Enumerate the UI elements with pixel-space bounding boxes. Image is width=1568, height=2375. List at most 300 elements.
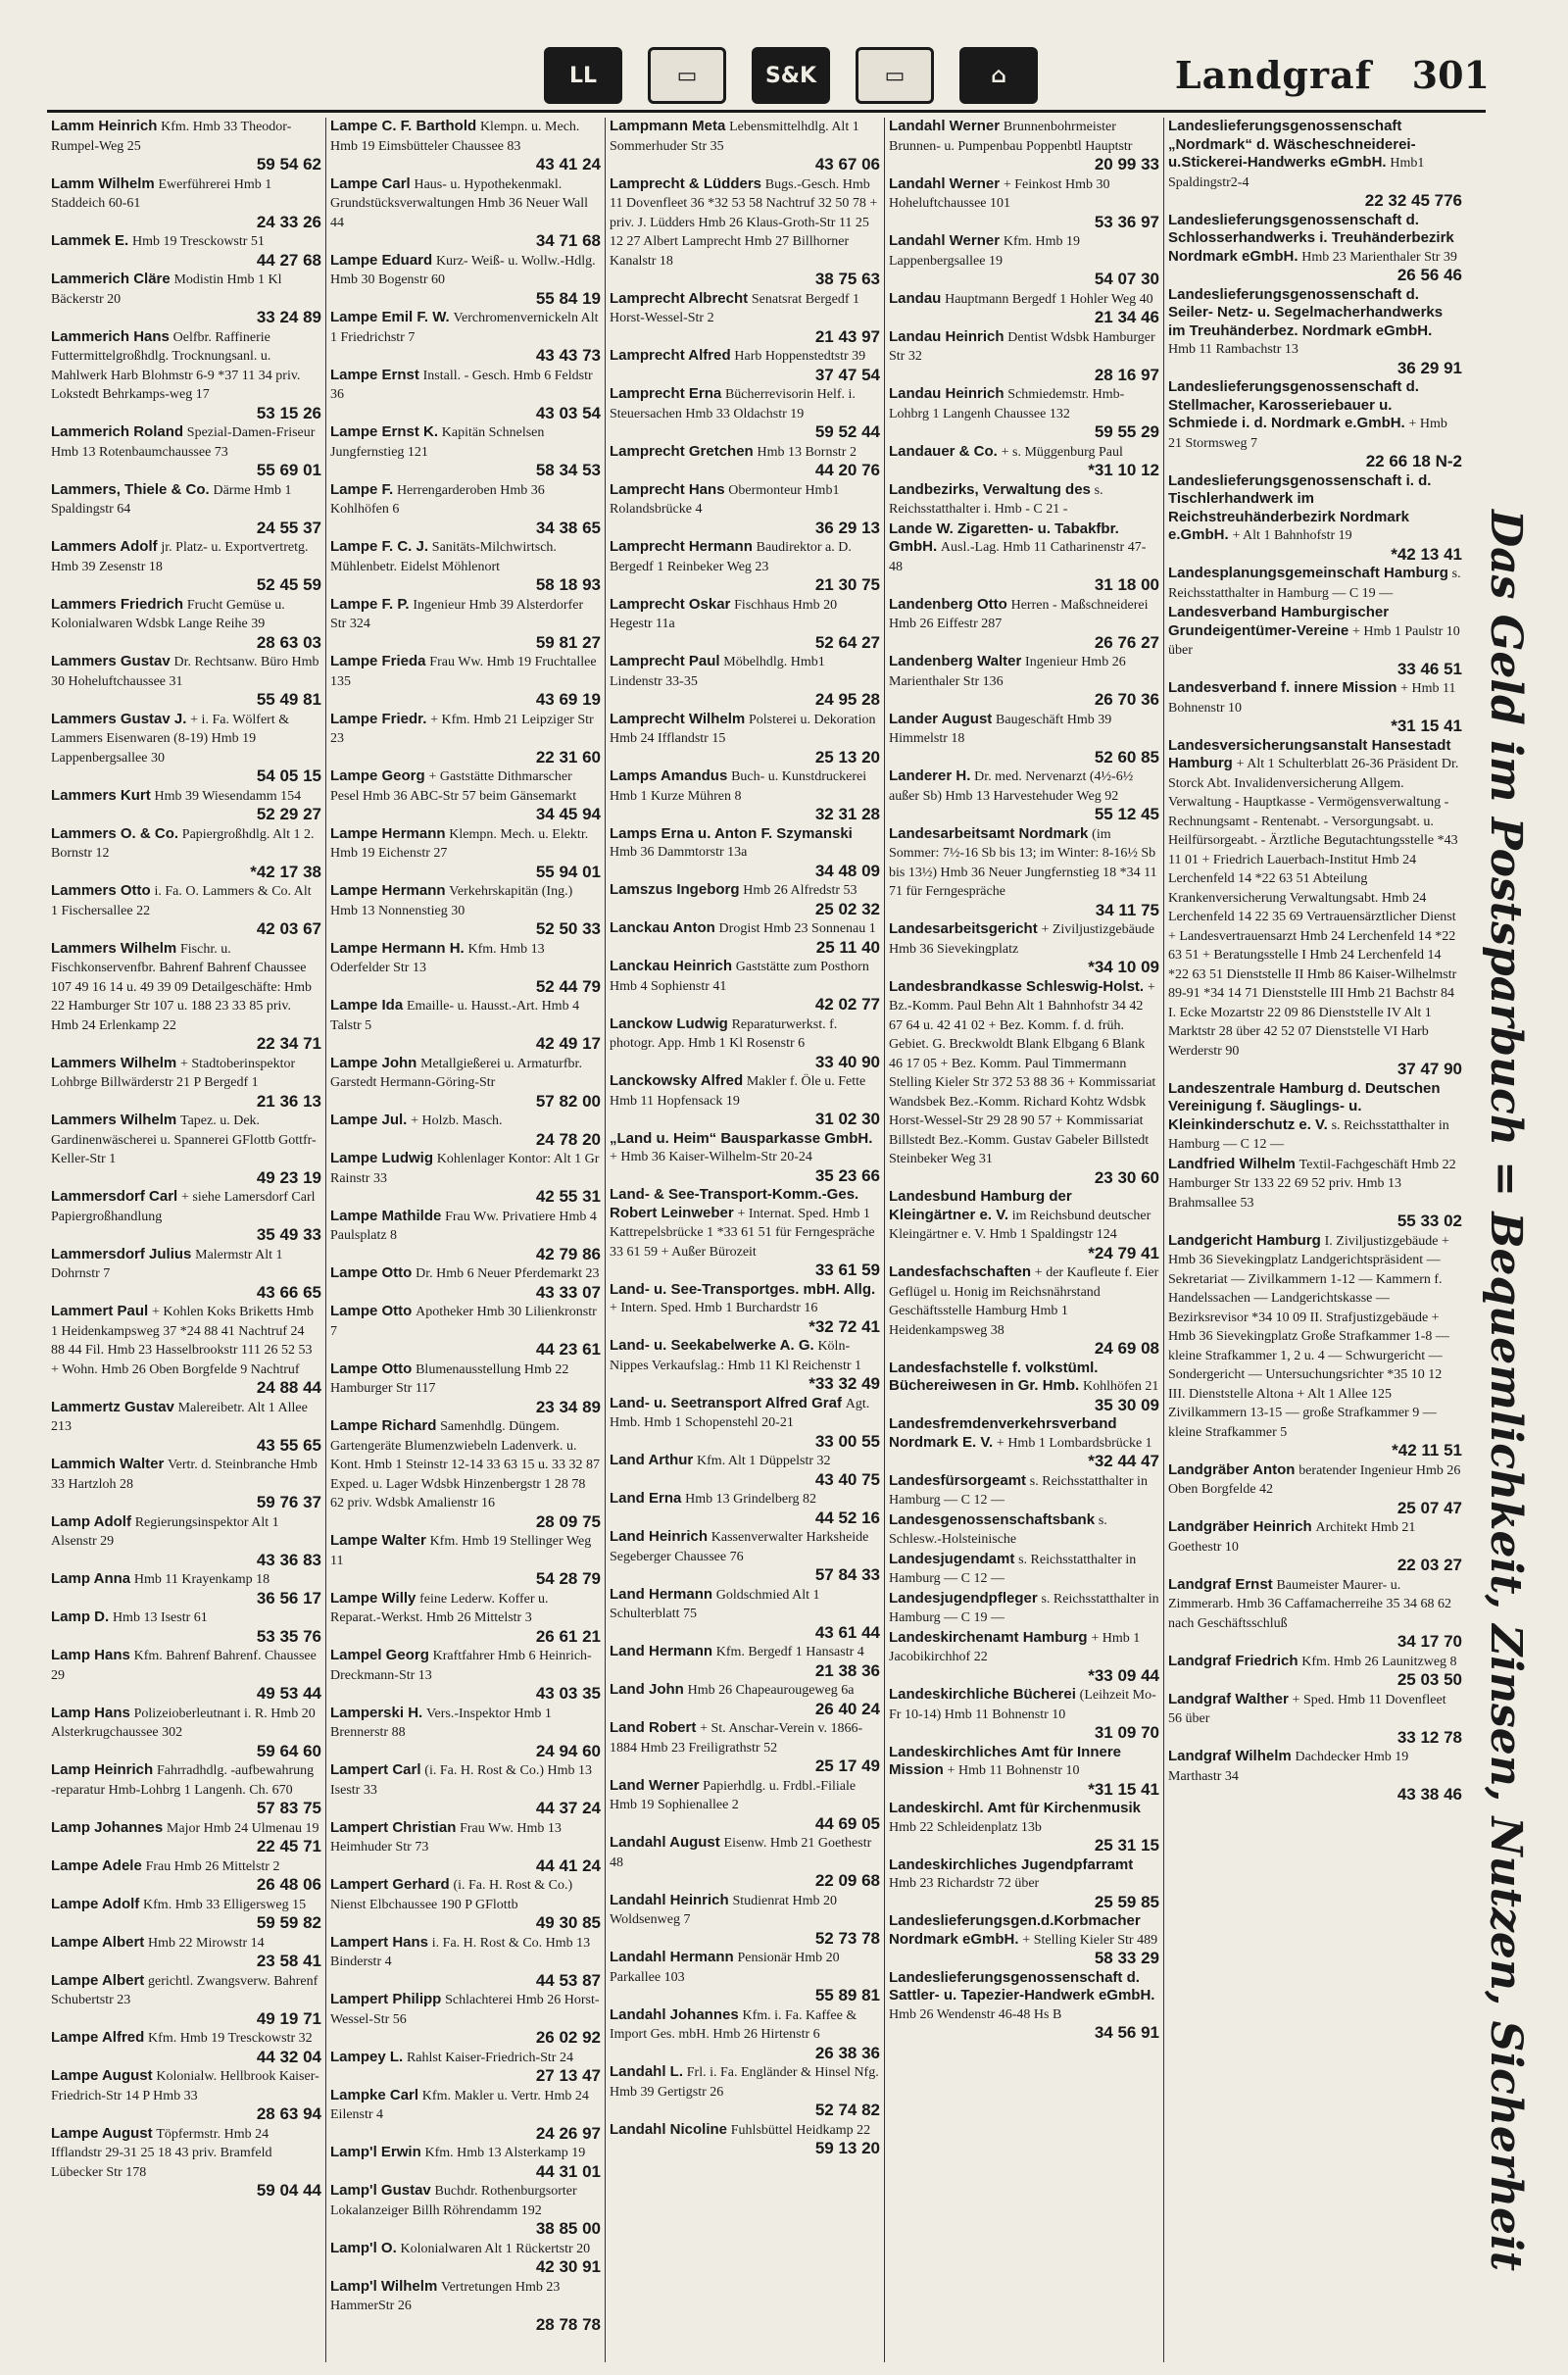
entry-phone: 43 69 19 (535, 690, 601, 709)
entry-phone: 33 61 59 (814, 1261, 880, 1279)
entry-details: + Hmb 11 Bohnenstr 10 (1168, 681, 1456, 716)
entry-phone: 43 36 83 (256, 1550, 321, 1569)
entry-phone: 52 64 27 (814, 632, 880, 652)
entry-details: + Intern. Sped. Hmb 1 Burchardstr 16 (610, 1301, 818, 1315)
entry-phone: 59 64 60 (256, 1741, 321, 1760)
entry-phone: 24 78 20 (535, 1129, 601, 1149)
entry-name: Lampe August (51, 2124, 153, 2142)
entry-details: + Alt 1 Bahnhofstr 19 (1232, 528, 1352, 543)
directory-columns (47, 118, 1490, 2362)
entry-phone: *42 11 51 (1392, 1441, 1462, 1460)
entry-phone: 26 48 06 (256, 1875, 321, 1894)
entry-name: Landbezirks, Verwaltung des (889, 480, 1091, 498)
entry-phone: 42 03 67 (256, 919, 321, 938)
directory-entry (1168, 1080, 1462, 1155)
page-header (39, 39, 1490, 108)
entry-phone: 25 17 49 (814, 1757, 880, 1775)
column-5 (1164, 118, 1466, 2362)
entry-details: Polsterei u. Dekoration Hmb 24 Ifflandstr 15 (610, 712, 876, 746)
entry-details: Studienrat Hmb 20 Woldsenweg 7 (610, 1893, 837, 1927)
entry-details: Dachdecker Hmb 19 Marthastr 34 (1168, 1750, 1409, 1784)
entry-details: Emaille- u. Hausst.-Art. Hmb 4 Talstr 5 (330, 999, 580, 1033)
entry-phone: 25 02 32 (814, 899, 880, 918)
entry-name: Landau Heinrich (889, 385, 1004, 402)
entry-details: s. Reichsstatthalter in Hamburg — C 12 — (889, 1473, 1148, 1508)
directory-entry (51, 1705, 321, 1761)
entry-details: im Reichsbund deutscher Kleingärtner e. V. Hmb 1 Spaldingstr 124 (889, 1208, 1152, 1242)
directory-entry (51, 175, 321, 232)
entry-name: Lammers Kurt (51, 786, 151, 804)
entry-phone: 49 23 19 (256, 1167, 321, 1187)
entry-phone: *31 15 41 (1088, 1779, 1159, 1799)
directory-entry (610, 711, 880, 767)
page-number: 301 (1411, 53, 1490, 97)
entry-details: Frau Hmb 26 Mittelstr 2 (145, 1858, 280, 1874)
entry-name: Lampert Gerhard (330, 1876, 450, 1893)
directory-entry (610, 2121, 880, 2158)
entry-name: Lampe Carl (330, 174, 411, 192)
entry-name: Lamps Amandus (610, 767, 728, 784)
entry-name: Lampe Ernst K. (330, 423, 439, 440)
entry-name: Landesfachschaften (889, 1263, 1032, 1280)
entry-name: Lanckowsky Alfred (610, 1072, 744, 1089)
entry-details: Polizeioberleutnant i. R. Hmb 20 Alsterkrugchaussee 302 (51, 1706, 316, 1740)
entry-details: s. Reichsstatthalter in Hamburg — C 12 — (1168, 1117, 1449, 1152)
directory-entry (889, 1472, 1159, 1510)
entry-phone: 54 05 15 (256, 767, 321, 785)
directory-entry (330, 767, 601, 824)
directory-entry (610, 1528, 880, 1585)
entry-details: Kfm. Hmb 19 Lappenbergsallee 19 (889, 234, 1081, 269)
entry-details: Ausl.-Lag. Hmb 11 Catharinenstr 47-48 (889, 540, 1147, 574)
entry-details: Hmb 23 Richardstr 72 über (889, 1876, 1040, 1891)
entry-name: Landahl August (610, 1834, 720, 1851)
entry-phone: 22 45 71 (256, 1837, 321, 1855)
directory-entry (330, 2240, 601, 2277)
advert-logo: LL (544, 47, 622, 104)
entry-phone: *33 09 44 (1088, 1665, 1159, 1685)
entry-name: Lammers, Thiele & Co. (51, 480, 210, 498)
entry-details: Senatsrat Bergedf 1 Horst-Wessel-Str 2 (610, 291, 860, 325)
directory-entry (51, 825, 321, 882)
entry-name: Lampe Richard (330, 1417, 437, 1434)
directory-entry (51, 1819, 321, 1856)
entry-details: s. Reichsstatthalter i. Hmb - C 21 - (889, 482, 1103, 517)
entry-name: Lammersdorf Julius (51, 1245, 192, 1262)
entry-name: Landeslieferungsgenossenschaft d. Schlosserhandwerks i. Treuhänderbezirk Nordmark eGmbH. (1168, 211, 1454, 265)
entry-details: Buchdr. Rothenburgsorter Lokalanzeiger Billh Röhrendamm 192 (330, 2184, 577, 2218)
entry-phone: 26 76 27 (1094, 632, 1159, 652)
directory-entry (330, 2144, 601, 2181)
directory-entry (610, 1130, 880, 1186)
entry-details: + Gaststätte Dithmarscher Pesel Hmb 36 ABC-Str 57 beim Gänsemarkt (330, 769, 577, 804)
entry-phone: 55 94 01 (535, 862, 601, 881)
entry-phone: 25 07 47 (1396, 1498, 1462, 1517)
entry-name: Landahl Werner (889, 174, 1001, 192)
entry-phone: 44 52 16 (814, 1508, 880, 1527)
entry-details: Dr. Hmb 6 Neuer Pferdemarkt 23 (416, 1266, 600, 1281)
entry-name: Landesplanungsgemeinschaft Hamburg (1168, 565, 1448, 581)
directory-entry (330, 309, 601, 366)
entry-details: + der Kaufleute f. Eier Geflügel u. Honig im Reichsnährstand Geschäftsstelle Hamburg Hmb 1 Heidenkampsweg 38 (889, 1265, 1159, 1338)
entry-phone: 22 31 60 (535, 747, 601, 767)
directory-entry (889, 1800, 1159, 1855)
entry-details: (Leihzeit Mo-Fr 10-14) Hmb 11 Bohnenstr 10 (889, 1688, 1156, 1722)
entry-name: Lamp Hans (51, 1704, 130, 1721)
entry-phone: *31 15 41 (1391, 717, 1462, 735)
directory-entry (889, 1590, 1159, 1628)
directory-entry (51, 1972, 321, 2029)
entry-name: Lammers Wilhelm (51, 939, 177, 957)
directory-entry (889, 596, 1159, 653)
entry-phone: 43 03 35 (535, 1684, 601, 1703)
entry-phone: 44 53 87 (535, 1970, 601, 1990)
entry-phone: 28 09 75 (535, 1511, 601, 1531)
directory-entry (889, 1551, 1159, 1589)
entry-phone: 36 29 91 (1396, 358, 1462, 377)
entry-name: Lamprecht Alfred (610, 347, 731, 364)
directory-entry (51, 1112, 321, 1187)
entry-details: Verkehrskapitän (Ing.) Hmb 13 Nonnenstieg 30 (330, 884, 573, 918)
entry-name: Landenberg Otto (889, 595, 1007, 613)
entry-details: Vertretungen Hmb 23 HammerStr 26 (330, 2279, 561, 2313)
directory-entry (330, 653, 601, 710)
entry-details: Kfm. Hmb 33 Elligersweg 15 (143, 1897, 307, 1912)
directory-entry (330, 882, 601, 939)
entry-details: Kfm. Hmb 19 Tresckowstr 32 (148, 2031, 313, 2046)
entry-details: Kolonialw. Hellbrook Kaiser-Friedrich-Str 14 P Hmb 33 (51, 2069, 319, 2103)
entry-phone: 26 61 21 (535, 1626, 601, 1646)
entry-details: (i. Fa. H. Rost & Co.) Nienst Elbchaussee 190 P GFlottb (330, 1878, 573, 1912)
entry-name: Lampert Hans (330, 1933, 429, 1951)
entry-name: Lammertz Gustav (51, 1398, 174, 1415)
entry-name: Lampert Carl (330, 1761, 421, 1778)
directory-entry (330, 1819, 601, 1876)
entry-details: Därme Hmb 1 Spaldingstr 64 (51, 482, 292, 517)
entry-name: Lanckow Ludwig (610, 1014, 728, 1032)
entry-phone: 24 88 44 (256, 1378, 321, 1397)
entry-details: + Hmb 1 Lombardsbrücke 1 (996, 1435, 1152, 1451)
entry-phone: 23 30 60 (1094, 1167, 1159, 1187)
entry-phone: 26 40 24 (814, 1699, 880, 1718)
entry-phone: 24 33 26 (256, 212, 321, 231)
entry-name: Lamprecht & Lüdders (610, 174, 762, 192)
advert-logo: ⌂ (959, 47, 1038, 104)
entry-details: Hmb 26 Wendenstr 46-48 Hs B (889, 2006, 1062, 2022)
entry-details: i. Fa. O. Lammers & Co. Alt 1 Fischersallee 22 (51, 884, 312, 918)
directory-entry (610, 2006, 880, 2063)
entry-details: beratender Ingenieur Hmb 26 Oben Borgfelde 42 (1168, 1462, 1461, 1497)
entry-phone: 20 99 33 (1094, 155, 1159, 173)
entry-name: Lamperski H. (330, 1704, 423, 1721)
directory-entry (889, 1511, 1159, 1550)
entry-details: + Alt 1 Schulterblatt 26-36 Präsident Dr. Storck Abt. Invalidenversicherung Allgem. Verwaltung - Hauptkasse - Vermögensverwaltung - Rechnungsamt - Rentenabt. - Versorgungsabt. u. Heilfürsorgeabt. - Ärztliche Begutachtungsstelle *43 11 01 + Friedrich Lauerbach-Institut Hmb 24 Lerchenfeld 14 *22 63 51 Abteilung Krankenversicherung Verwaltungsabt. Hmb 24 Lerchenfeld 14 22 35 69 Vertrauensärztlicher Dienst + Landesvertrauensarzt Hmb 24 Lerchenfeld 14 *22 63 51 + Beratungsstelle I Hmb 24 Lerchenfeld 14 *22 63 51 Dienststelle II Hmb 86 Kaiser-Wilhelmstr 89-91 *34 14 71 Dienststelle III Hmb 21 Bachstr 84 I. Ecke Mozartstr 22 09 86 Dienststelle IV Alt 1 Marktstr 28 über 42 52 07 Dienststelle VI Harb Werderstr 90 (1168, 757, 1459, 1059)
entry-phone: 44 27 68 (256, 250, 321, 270)
entry-name: Lammerich Hans (51, 327, 170, 345)
entry-name: Lammers Gustav J. (51, 710, 187, 727)
advert-logo: ▭ (856, 47, 934, 104)
entry-name: Landesarbeitsamt Nordmark (889, 824, 1089, 842)
directory-entry (889, 767, 1159, 824)
entry-name: Landeslieferungsgenossenschaft d. Sattler- u. Tapezier-Handwerk eGmbH. (889, 1968, 1155, 2004)
entry-phone: 37 47 90 (1396, 1060, 1462, 1078)
entry-details: Frau Ww. Hmb 19 Fruchtallee 135 (330, 655, 597, 689)
entry-phone: 59 55 29 (1094, 422, 1159, 441)
entry-details: Malermstr Alt 1 Dohrnstr 7 (51, 1247, 283, 1281)
directory-entry (1168, 1748, 1462, 1805)
entry-details: Obermonteur Hmb1 Rolandsbrücke 4 (610, 482, 840, 517)
entry-phone: 49 30 85 (535, 1913, 601, 1932)
directory-entry (330, 367, 601, 423)
entry-details: + i. Fa. Wölfert & Lammers Eisenwaren (8-19) Hmb 19 Lappenbergsallee 30 (51, 712, 290, 766)
directory-entry (330, 2087, 601, 2144)
entry-details: Major Hmb 24 Ulmenau 19 (166, 1820, 319, 1836)
directory-entry (610, 767, 880, 824)
directory-entry (330, 1532, 601, 1589)
entry-name: Landgericht Hamburg (1168, 1231, 1321, 1249)
side-slogan: Das Geld im Postsparbuch = Bequemlichkeit, Zinsen, Nutzen, Sicherheit (1481, 510, 1531, 2272)
directory-entry (610, 653, 880, 710)
entry-name: Land Robert (610, 1719, 697, 1736)
entry-phone: 23 34 89 (535, 1397, 601, 1416)
entry-phone: 38 75 63 (814, 270, 880, 288)
directory-entry (330, 1150, 601, 1207)
directory-entry (330, 175, 601, 251)
entry-details: Apotheker Hmb 30 Lilienkronstr 7 (330, 1305, 597, 1339)
directory-entry (889, 175, 1159, 232)
entry-details: Ewerführerei Hmb 1 Staddeich 60-61 (51, 176, 272, 211)
directory-entry (889, 520, 1159, 595)
entry-phone: 43 55 65 (256, 1435, 321, 1455)
entry-phone: 37 47 54 (814, 365, 880, 384)
entry-phone: 22 34 71 (256, 1034, 321, 1053)
directory-entry (51, 1570, 321, 1608)
entry-details: Möbelhdlg. Hmb1 Lindenstr 33-35 (610, 655, 825, 689)
entry-details: Hmb 19 Tresckowstr 51 (131, 234, 265, 249)
entry-name: Lampe Ida (330, 997, 404, 1014)
entry-name: Lanckau Heinrich (610, 958, 733, 974)
directory-entry (51, 1456, 321, 1512)
directory-entry (330, 2049, 601, 2086)
entry-details: Malereibetr. Alt 1 Allee 213 (51, 1400, 308, 1434)
entry-phone: 34 45 94 (535, 805, 601, 823)
entry-details: Regierungsinspektor Alt 1 Alsenstr 29 (51, 1514, 279, 1549)
directory-entry (610, 596, 880, 653)
entry-name: Landeszentrale Hamburg d. Deutschen Vereinigung f. Säuglings- u. Kleinkinderschutz e. V. (1168, 1079, 1441, 1133)
directory-entry (330, 596, 601, 653)
directory-entry (889, 290, 1159, 327)
entry-phone: *34 10 09 (1088, 958, 1159, 976)
entry-details: Oelfbr. Raffinerie Futtermittelgroßhdlg. Trocknungsanl. u. Mahlwerk Harb Blohmstr 6-9 *37 11 34 priv. Lokstedt Behrkamps-weg 17 (51, 329, 301, 402)
directory-entry (1168, 1576, 1462, 1652)
directory-entry (330, 2278, 601, 2335)
directory-entry (889, 1415, 1159, 1471)
directory-entry (610, 881, 880, 918)
entry-phone: 34 56 91 (1094, 2023, 1159, 2042)
entry-details: Makler f. Öle u. Fette Hmb 11 Hopfensack 19 (610, 1074, 866, 1109)
directory-entry (1168, 286, 1462, 378)
entry-name: Landahl Werner (889, 232, 1001, 249)
directory-entry (610, 118, 880, 174)
directory-entry (610, 1586, 880, 1643)
entry-phone: 44 41 24 (535, 1855, 601, 1875)
entry-phone: 34 71 68 (535, 231, 601, 250)
entry-name: Lamp Adolf (51, 1512, 131, 1530)
entry-phone: 22 32 45 776 (1364, 191, 1462, 210)
entry-phone: *32 72 41 (808, 1316, 880, 1336)
directory-entry (1168, 1232, 1462, 1460)
entry-name: Landeskirchliches Amt für Innere Mission (889, 1743, 1122, 1778)
directory-entry (610, 919, 880, 957)
entry-name: Lampe Ludwig (330, 1150, 433, 1166)
entry-name: Lamm Wilhelm (51, 174, 155, 192)
entry-name: Landau (889, 289, 942, 307)
entry-details: s. Schlesw.-Holsteinische (889, 1512, 1107, 1547)
directory-entry (889, 232, 1159, 289)
directory-entry (1168, 679, 1462, 736)
entry-name: Lamp Heinrich (51, 1761, 154, 1778)
entry-phone: 38 85 00 (535, 2219, 601, 2238)
directory-entry (610, 1949, 880, 2005)
entry-details: Kapitän Schnelsen Jungfernstieg 121 (330, 425, 545, 460)
entry-details: Dentist Wdsbk Hamburger Str 32 (889, 329, 1155, 364)
entry-name: Lamprecht Hans (610, 480, 725, 498)
entry-details: Klempn. Mech. u. Elektr. Hmb 19 Eichenstr 27 (330, 826, 589, 861)
directory-entry (889, 978, 1159, 1188)
directory-entry (1168, 1461, 1462, 1518)
directory-entry (1168, 378, 1462, 471)
entry-phone: 27 13 47 (535, 2066, 601, 2085)
entry-details: jr. Platz- u. Exportvertretg. Hmb 39 Zesenstr 18 (51, 540, 309, 574)
entry-phone: 31 02 30 (814, 1110, 880, 1128)
entry-phone: 26 38 36 (814, 2043, 880, 2062)
entry-details: Töpfermstr. Hmb 24 Ifflandstr 29-31 25 18 43 priv. Bramfeld Lübecker Str 178 (51, 2126, 272, 2180)
entry-details: Frl. i. Fa. Engländer & Hinsel Nfg. Hmb 39 Gertigstr 26 (610, 2065, 879, 2100)
entry-details: Rahlst Kaiser-Friedrich-Str 24 (406, 2050, 573, 2065)
entry-name: Landesjugendamt (889, 1550, 1015, 1567)
entry-phone: 24 55 37 (256, 518, 321, 537)
column-1 (47, 118, 326, 2362)
entry-name: Landahl Werner (889, 118, 1001, 134)
entry-phone: 59 54 62 (256, 155, 321, 173)
directory-entry (889, 1360, 1159, 1415)
entry-name: Lamp'l O. (330, 2239, 397, 2256)
entry-details: Klempn. u. Mech. Hmb 19 Eimsbütteler Chaussee 83 (330, 120, 580, 154)
directory-entry (330, 423, 601, 480)
entry-details: Kohlhöfen 21 (1082, 1379, 1159, 1394)
directory-entry (330, 940, 601, 997)
entry-details: Pensionär Hmb 20 Parkallee 103 (610, 1951, 840, 1985)
entry-details: + Stadtoberinspektor Lohbrge Billwärderstr 21 P Bergedf 1 (51, 1056, 296, 1090)
entry-name: Landeslieferungsgenossenschaft „Nordmark“ d. Wäscheschneiderei-u.Stickerei-Handwerks eGmbH. (1168, 118, 1416, 171)
entry-name: Lamprecht Wilhelm (610, 710, 746, 727)
directory-entry (330, 1761, 601, 1818)
entry-details: Samenhdlg. Düngem. Gartengeräte Blumenzwiebeln Ladenverk. u. Kont. Hmb 1 Steinstr 12-14 33 63 15 u. 33 32 87 Exped. u. Lager Wdsbk Hinzenbergstr 1 28 78 62 priv. Wdsbk Amalienstr 16 (330, 1419, 600, 1510)
entry-phone: *42 13 41 (1391, 544, 1462, 564)
entry-name: Lamprecht Hermann (610, 538, 753, 555)
directory-entry (610, 2063, 880, 2120)
entry-details: Harb Hoppenstedtstr 39 (734, 349, 866, 364)
entry-name: Lanckau Anton (610, 919, 715, 936)
entry-details: Goldschmied Alt 1 Schulterblatt 75 (610, 1587, 820, 1621)
entry-phone: 58 18 93 (535, 575, 601, 594)
directory-entry (51, 1857, 321, 1895)
entry-details: + Bz.-Komm. Paul Behn Alt 1 Bahnhofstr 34 42 67 64 u. 42 41 02 + Bez. Komm. f. d. früh. Gebiet. G. Breckwoldt Blank Elbgang 6 Blank 46 17 05 + Bez. Komm. Paul Timmermann Stelling Kieler Str 372 53 88 36 + Kommissariat Wandsbek Bez.-Komm. Richard Kohtz Wdsbk Horst-Wessel-Str 29 28 90 57 + Kommissariat Billstedt Bez.-Komm. Gustav Gabeler Billstedt Steinbeker Weg 31 (889, 979, 1156, 1166)
entry-phone: 32 31 28 (814, 805, 880, 823)
directory-entry (610, 1281, 880, 1337)
entry-phone: 42 49 17 (535, 1034, 601, 1053)
entry-details: Hauptmann Bergedf 1 Hohler Weg 40 (945, 291, 1153, 307)
directory-entry (51, 328, 321, 423)
directory-entry (51, 2067, 321, 2124)
directory-entry (330, 1303, 601, 1360)
entry-details: Schmiedemstr. Hmb-Lohbrg 1 Langenh Chaussee 132 (889, 387, 1125, 421)
entry-name: Landesgenossenschaftsbank (889, 1510, 1096, 1528)
entry-details: Köln-Nippes Verkaufslag.: Hmb 11 Kl Reichenstr 1 (610, 1339, 862, 1373)
entry-details: + s. Müggenburg Paul (1001, 444, 1123, 460)
entry-phone: 59 52 44 (814, 422, 880, 441)
entry-details: Kfm. Hmb 13 Alsterkamp 19 (424, 2146, 586, 2160)
directory-entry (51, 423, 321, 480)
directory-entry (51, 2125, 321, 2201)
entry-phone: 52 44 79 (535, 976, 601, 996)
entry-phone: 55 69 01 (256, 461, 321, 479)
entry-details: Agt. Hmb. Hmb 1 Schopenstehl 20-21 (610, 1396, 870, 1430)
entry-name: Lamps Erna u. Anton F. Szymanski (610, 824, 853, 842)
entry-name: Landeskirchliche Bücherei (889, 1686, 1076, 1703)
entry-phone: 44 31 01 (535, 2161, 601, 2181)
entry-name: Lamp Hans (51, 1647, 130, 1663)
entry-details: Ingenieur Hmb 26 Marienthaler Str 136 (889, 655, 1126, 689)
entry-name: Lampe Ernst (330, 366, 419, 383)
directory-entry (51, 271, 321, 327)
entry-name: „Land u. Heim“ Bausparkasse GmbH. (610, 1129, 873, 1147)
directory-entry (889, 328, 1159, 385)
entry-name: Lampe Frieda (330, 653, 426, 669)
entry-name: Landahl Nicoline (610, 2120, 728, 2138)
entry-details: Lebensmittelhdlg. Alt 1 Sommerhuder Str 35 (610, 120, 859, 154)
entry-phone: 58 34 53 (535, 461, 601, 479)
entry-name: Landesfachstelle f. volkstüml. Büchereiwesen in Gr. Hmb. (889, 1359, 1099, 1394)
entry-phone: 42 55 31 (535, 1187, 601, 1206)
entry-phone: 52 73 78 (814, 1928, 880, 1948)
entry-details: Hmb 11 Krayenkamp 18 (133, 1572, 270, 1587)
entry-phone: 25 59 85 (1094, 1892, 1159, 1911)
entry-name: Lampe Eduard (330, 251, 433, 269)
entry-details: + siehe Lamersdorf Carl Papiergroßhandlung (51, 1190, 316, 1224)
directory-entry (51, 653, 321, 710)
entry-name: Lampe Otto (330, 1303, 413, 1319)
directory-entry (330, 711, 601, 767)
entry-details: Verchromenvernickeln Alt 1 Friedrichstr 7 (330, 311, 599, 345)
directory-entry (51, 1761, 321, 1818)
entry-name: Landeslieferungsgenossenschaft d. Stellmacher, Karosseriebauer u. Schmiede i. d. Nordmark e.GmbH. (1168, 378, 1419, 431)
entry-name: Lammerich Roland (51, 423, 184, 440)
directory-entry (330, 481, 601, 538)
directory-entry (51, 1246, 321, 1303)
entry-name: Lamprecht Paul (610, 653, 720, 669)
entry-name: Lamp D. (51, 1608, 110, 1625)
entry-name: Landeskirchenamt Hamburg (889, 1628, 1088, 1646)
entry-phone: 25 13 20 (814, 747, 880, 767)
entry-details: + Sped. Hmb 11 Dovenfleet 56 über (1168, 1692, 1446, 1726)
directory-entry (610, 481, 880, 538)
directory-entry (889, 1263, 1159, 1359)
entry-name: Landahl Hermann (610, 1949, 734, 1965)
entry-phone: 52 29 27 (256, 805, 321, 823)
entry-details: i. Fa. H. Rost & Co. Hmb 13 Binderstr 4 (330, 1935, 591, 1969)
entry-phone: 23 58 41 (256, 1952, 321, 1970)
